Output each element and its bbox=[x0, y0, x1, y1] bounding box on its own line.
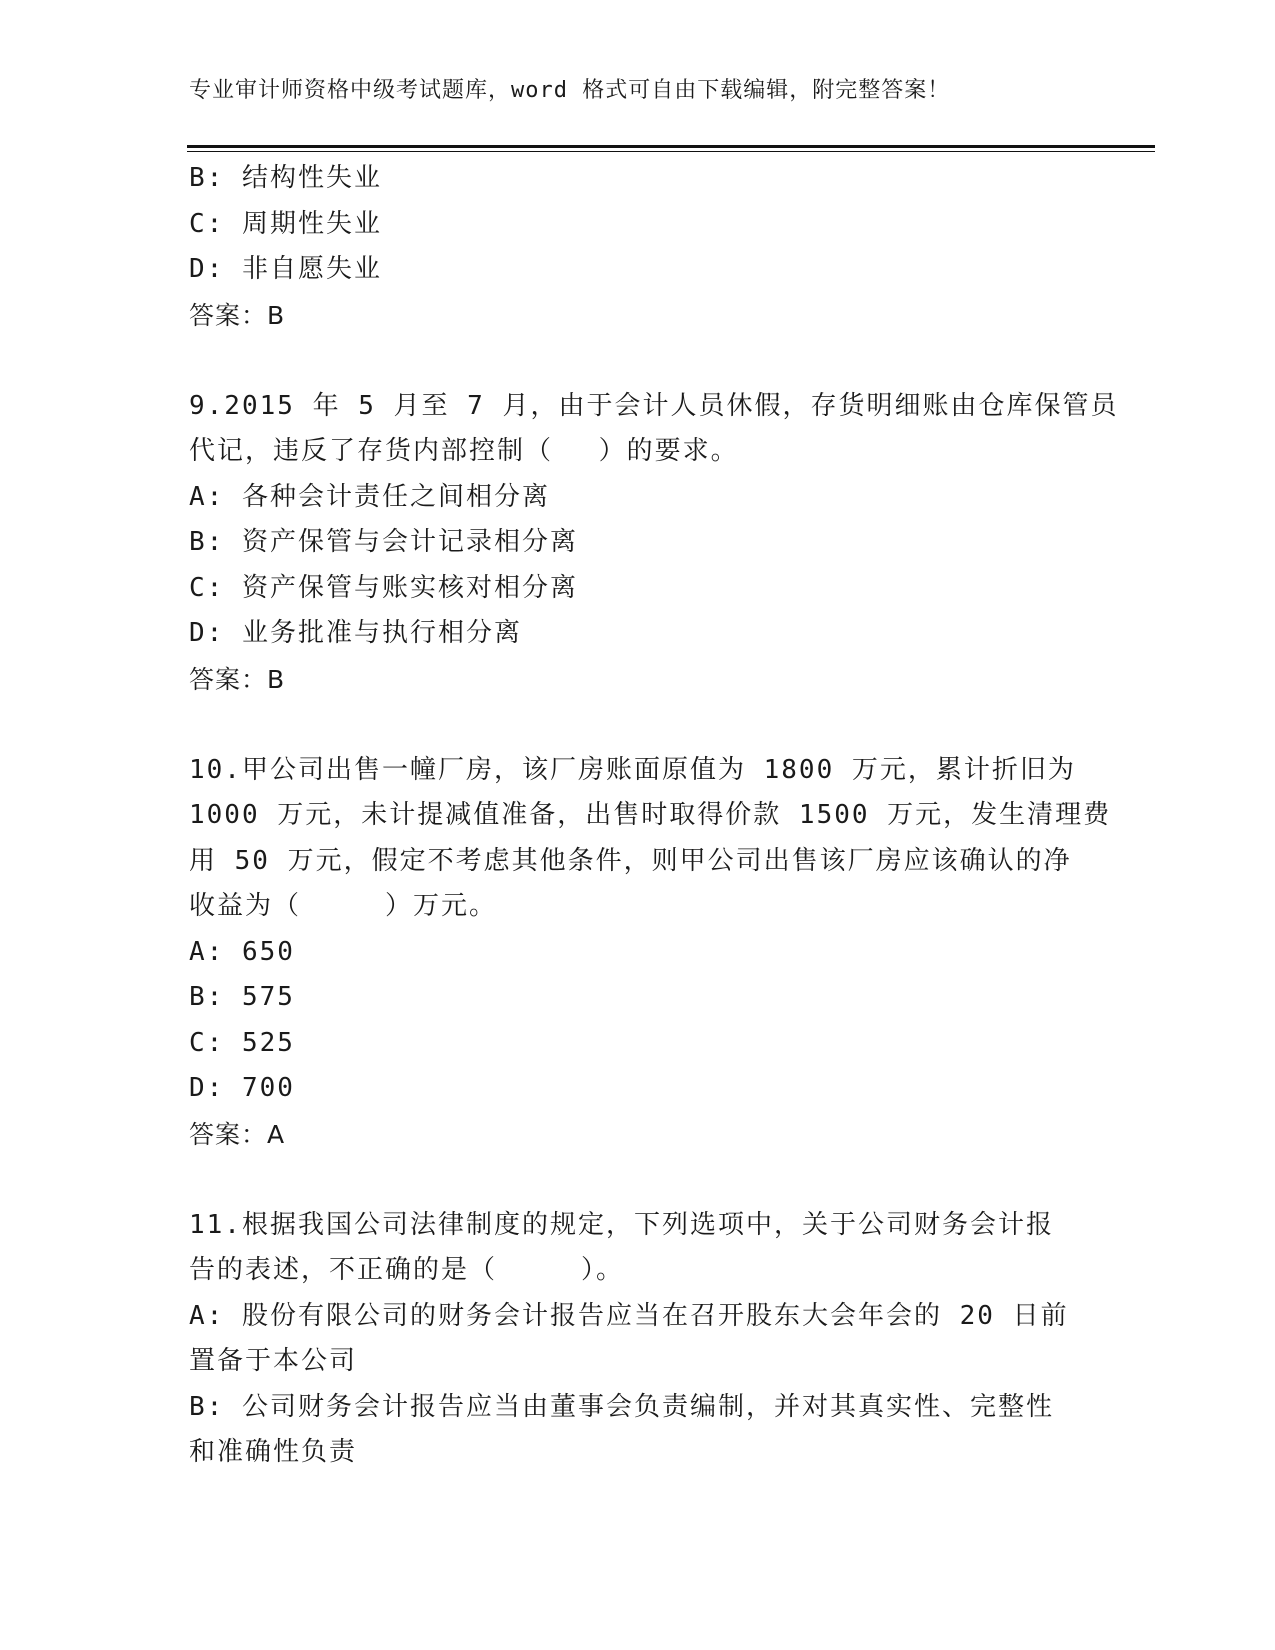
q9-option-d: D: 业务批准与执行相分离 bbox=[189, 618, 522, 648]
q8-option-d: D: 非自愿失业 bbox=[189, 254, 382, 284]
q10-stem-line: 用 50 万元，假定不考虑其他条件，则甲公司出售该厂房应该确认的净 bbox=[189, 845, 1072, 876]
q8-answer: 答案：B bbox=[189, 300, 286, 330]
spacer bbox=[189, 1157, 1089, 1203]
q10-answer: 答案：A bbox=[189, 1119, 286, 1149]
q11-option-b-continued: 和准确性负责 bbox=[189, 1437, 358, 1467]
header-rule-thick bbox=[187, 145, 1155, 148]
q9-option-a: A: 各种会计责任之间相分离 bbox=[189, 481, 550, 512]
q9-stem-line: 9.2015 年 5 月至 7 月，由于会计人员休假，存货明细账由仓库保管员 bbox=[189, 390, 1119, 421]
q11-stem-line: 11.根据我国公司法律制度的规定，下列选项中，关于公司财务会计报 bbox=[189, 1209, 1054, 1240]
document-body bbox=[189, 156, 1119, 1476]
q8-option-b: B: 结构性失业 bbox=[189, 163, 382, 193]
q10-option-b: B: 575 bbox=[189, 982, 295, 1012]
q10-option-c: C: 525 bbox=[189, 1027, 295, 1058]
q11-option-a: A: 股份有限公司的财务会计报告应当在召开股东大会年会的 20 日前 bbox=[189, 1300, 1069, 1331]
spacer bbox=[189, 702, 1089, 748]
q9-stem-line: 代记，违反了存货内部控制（ ）的要求。 bbox=[189, 436, 739, 466]
q10-stem-line: 10.甲公司出售一幢厂房，该厂房账面原值为 1800 万元，累计折旧为 bbox=[189, 754, 1076, 785]
q11-option-b: B: 公司财务会计报告应当由董事会负责编制，并对其真实性、完整性 bbox=[189, 1391, 1054, 1422]
page-header: 专业审计师资格中级考试题库，word 格式可自由下载编辑，附完整答案！ bbox=[189, 78, 951, 103]
header-rule-thin bbox=[187, 151, 1155, 152]
question-11-block bbox=[189, 1203, 1089, 1476]
question-8-block bbox=[189, 156, 1089, 338]
q11-stem-line: 告的表述，不正确的是（ ）。 bbox=[189, 1255, 625, 1285]
question-9-block bbox=[189, 384, 1119, 703]
q10-stem-line: 1000 万元，未计提减值准备，出售时取得价款 1500 万元，发生清理费 bbox=[189, 800, 1112, 830]
q10-stem-line: 收益为（ ）万元。 bbox=[189, 891, 498, 921]
q11-option-a-continued: 置备于本公司 bbox=[189, 1346, 358, 1376]
q8-option-c: C: 周期性失业 bbox=[189, 208, 382, 239]
spacer bbox=[189, 338, 1089, 384]
q9-option-b: B: 资产保管与会计记录相分离 bbox=[189, 527, 578, 557]
q10-option-a: A: 650 bbox=[189, 936, 295, 967]
q9-option-c: C: 资产保管与账实核对相分离 bbox=[189, 572, 578, 603]
q9-answer: 答案：B bbox=[189, 664, 286, 694]
q10-option-d: D: 700 bbox=[189, 1073, 295, 1103]
question-10-block bbox=[189, 748, 1112, 1158]
